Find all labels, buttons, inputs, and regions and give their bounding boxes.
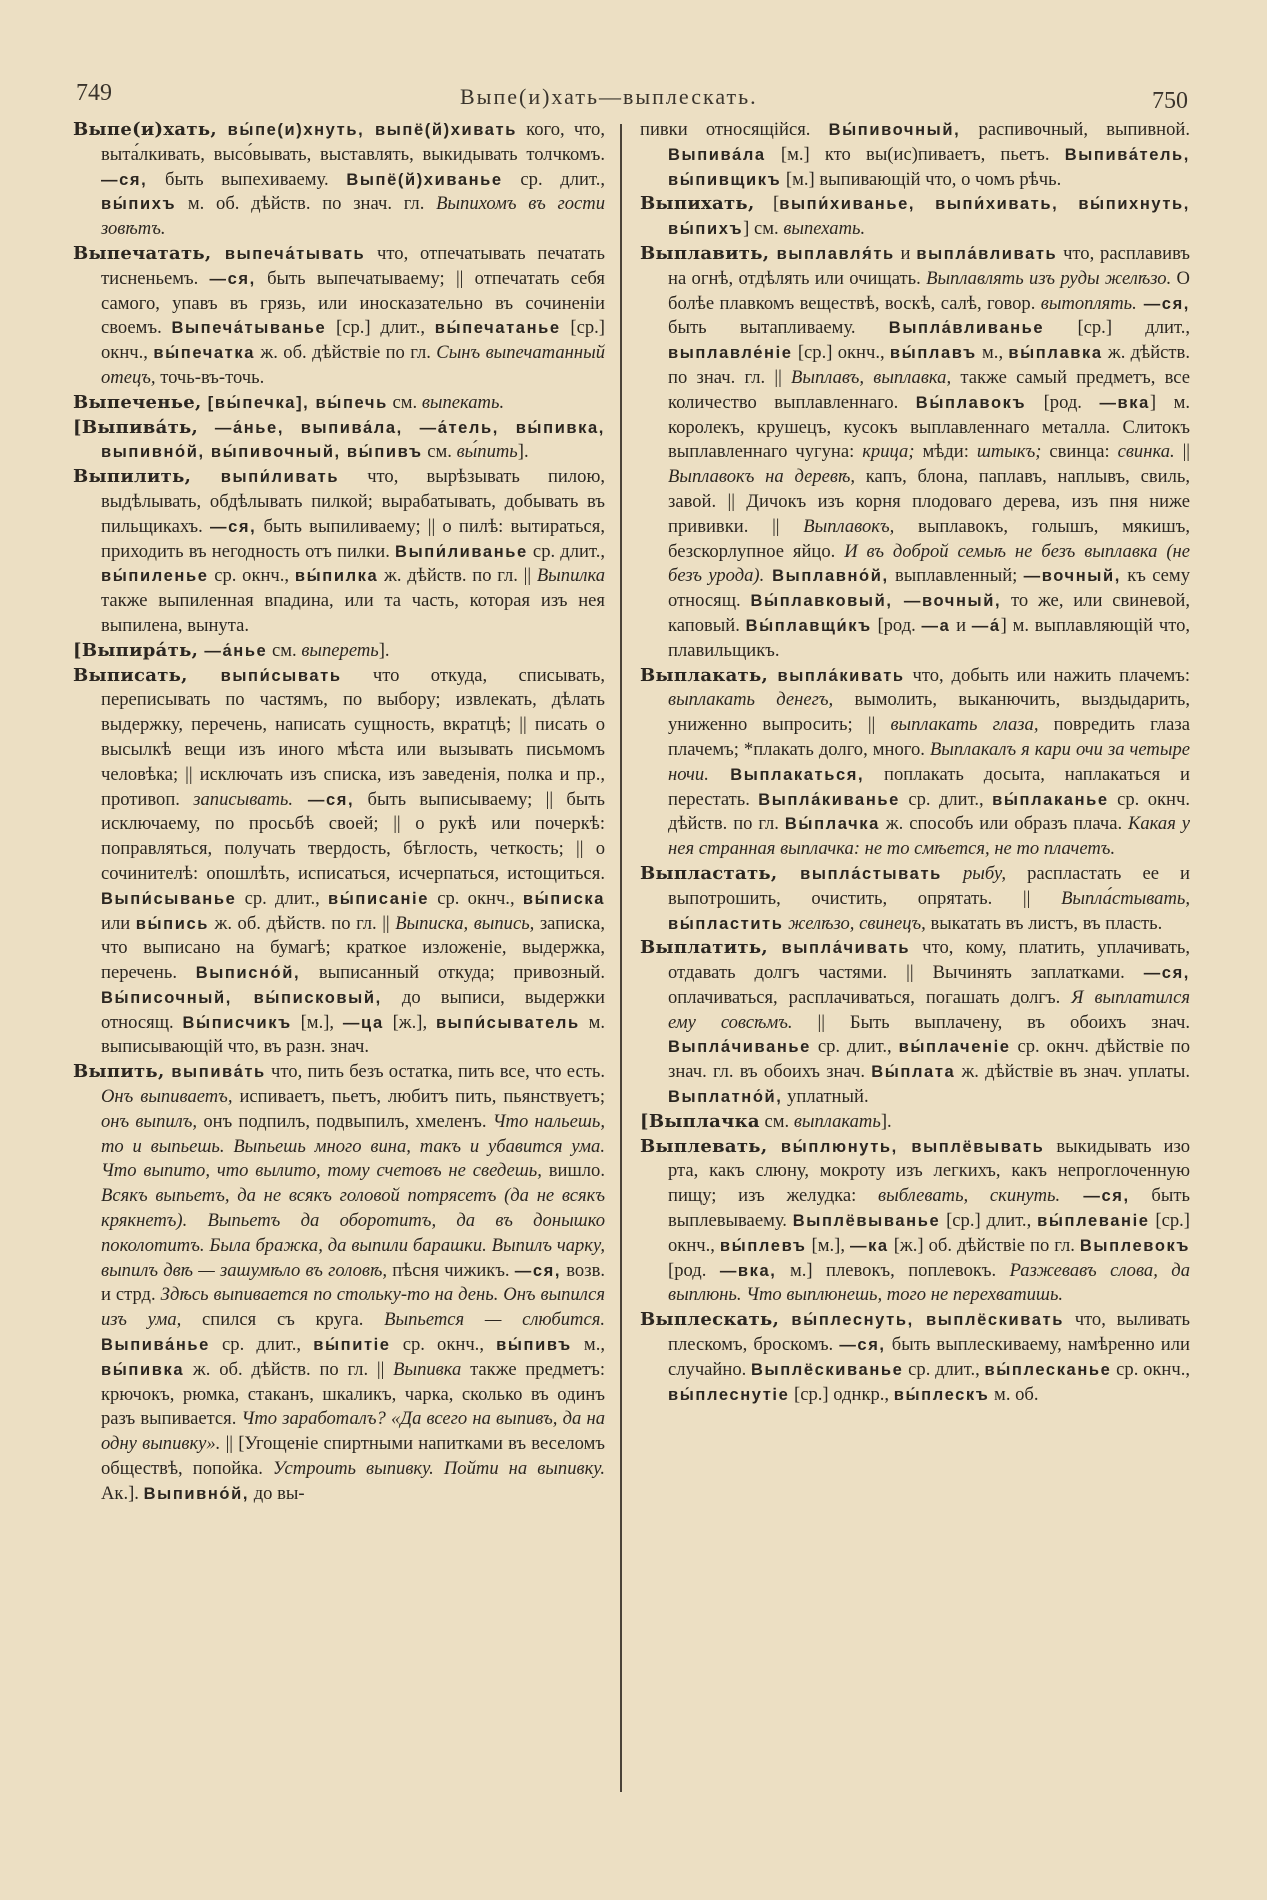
italic-example: записывать.: [193, 788, 294, 810]
definition-text: ср. окнч.,: [1111, 1358, 1190, 1380]
definition-text: быть выписываему; || быть исключаему, по просьбѣ своей; || о рукѣ или почеркѣ: поправляться, получать твердость, бѣглость, четкость; || о сочинителѣ: опошлѣть, исписаться, исчерпаться, истощиться.: [101, 788, 605, 884]
left-column: [73, 118, 605, 1507]
definition-text: ].: [378, 639, 390, 661]
word-form: —ся,: [209, 517, 257, 536]
word-form: вы́плеваніе: [1037, 1212, 1150, 1231]
definition-text: кого, что, выта́лкивать, высо́вывать, выставлять, выкидывать толчкомъ.: [101, 119, 605, 165]
word-form: вы́пивъ: [496, 1336, 572, 1355]
word-form: выпива́ть: [164, 1063, 266, 1082]
definition-text: м. об.: [989, 1383, 1039, 1405]
definition-text: ж. дѣйств. по знач. гл. ||: [668, 342, 1190, 388]
word-form: Выплавно́й,: [764, 567, 889, 586]
definition-text: онъ подпилъ, подвыпилъ, хмеленъ.: [197, 1110, 493, 1132]
running-title: Выпе(и)хать—выплескать.: [460, 84, 758, 109]
definition-text: ср. окнч.,: [429, 887, 523, 909]
word-form: вы́плесканье: [984, 1360, 1112, 1379]
dictionary-entry: [73, 391, 605, 416]
definition-text: что, пить безъ остатка, пить все, что есть.: [265, 1061, 606, 1083]
definition-text: ] м. выплавляющій что, плавильщикъ.: [668, 614, 1191, 661]
definition-text: ср. длит.,: [502, 168, 605, 190]
definition-text: [м.] выпивающій что, о чомъ рѣчь.: [781, 168, 1062, 190]
definition-text: || [Угощеніе спиртными напитками въ веселомъ обществѣ, попойка.: [101, 1433, 606, 1480]
word-form: —вка,: [719, 1261, 777, 1280]
italic-example: Выпивка: [393, 1358, 462, 1380]
word-form: —ся,: [209, 269, 256, 288]
definition-text: свинца:: [1041, 441, 1118, 463]
word-form: Выпла́вливанье: [888, 319, 1045, 338]
dictionary-entry: [640, 1135, 1190, 1309]
definition-text: что, кому, платить, уплачивать, отдавать долгъ частями. || Вычинять заплатками.: [668, 937, 1190, 984]
definition-text: быть выпиливаему; || о пилѣ: вытираться, приходить въ негодность отъ пилки.: [101, 515, 605, 562]
word-form: Выплакаться,: [708, 765, 865, 784]
word-form: вы́пилка: [294, 567, 379, 586]
word-form: —ся,: [1143, 964, 1190, 983]
definition-text: ж. об. дѣйств. по гл. ||: [208, 912, 396, 934]
word-form: —вка: [1099, 393, 1150, 412]
definition-text: ж. дѣйств. по гл. ||: [378, 565, 537, 587]
definition-text: м.,: [571, 1334, 605, 1356]
headword: Выплевать,: [640, 1135, 768, 1157]
headword: Выпе(и)хать,: [73, 119, 217, 140]
italic-example: Выплавлять изъ руды желѣзо.: [926, 267, 1172, 289]
definition-text: что, вырѣзывать пилою, выдѣлывать, обдѣлывать пилкой; вырабатывать, добывать въ пильщикахъ.: [101, 466, 605, 537]
italic-example: Устроить выпивку. Пойти на выпивку.: [272, 1458, 605, 1480]
definition-text: ср. длит.,: [209, 1334, 314, 1356]
headword: Выпластать,: [640, 862, 778, 884]
definition-text: [ср.] окнч.,: [668, 1210, 1190, 1256]
definition-text: ] м. королекъ, крушецъ, кусокъ выплавленнаго металла. Слитокъ выплавленнаго чугуна:: [668, 391, 1190, 463]
definition-text: выписанный откуда; привозный.: [300, 962, 606, 984]
definition-text: [942, 863, 963, 884]
dictionary-entry: [640, 242, 1190, 664]
word-form: выпеча́тывать: [211, 244, 366, 263]
dictionary-entry: [640, 118, 1190, 192]
definition-text: мѣди:: [914, 441, 977, 463]
definition-text: выплавокъ, голышъ, мякишъ, безскорлупное яйцо.: [668, 515, 1190, 562]
definition-text: ж. способъ или образъ плача.: [879, 813, 1129, 835]
word-form: вы́пиленье: [101, 567, 209, 586]
definition-text: м.,: [976, 342, 1009, 364]
word-form: вы́плюнуть, выплёвывать: [767, 1137, 1045, 1156]
definition-text: [ж.] об. дѣйствіе по гл.: [888, 1234, 1080, 1256]
word-form: вы́плавка: [1008, 344, 1103, 363]
definition-text: быть выплескиваему, намѣренно или случайно.: [668, 1334, 1190, 1380]
definition-text: выкатать въ листъ, въ пласть.: [925, 912, 1163, 934]
column-divider: [620, 124, 622, 1792]
definition-text: [ж.],: [383, 1011, 436, 1033]
italic-example: Выпихомъ въ гости зовѣтъ.: [101, 193, 605, 240]
dictionary-entry: [640, 862, 1190, 936]
italic-example: Всякъ выпьетъ, да не всякъ головой потрясетъ (да не всякъ крякнетъ). Выпьетъ да оборотитъ, да въ донышко поколотитъ. Была бражка, да выпили барашки. Выпилъ чарку, выпилъ двѣ — зашумѣло въ головѣ,: [101, 1185, 605, 1281]
word-form: Вы́плата: [871, 1063, 956, 1082]
italic-example: выблевать, скинуть.: [878, 1185, 1061, 1207]
word-form: вы́пе(и)хнуть, выпё(й)хивать: [216, 121, 517, 139]
word-form: вы́писаніе: [327, 889, 430, 908]
definition-text: что, отпечатывать печатать тисненьемъ.: [101, 242, 605, 289]
definition-text: что, расплавивъ на огнѣ, отдѣлять или очищать.: [668, 242, 1191, 289]
definition-text: [ср.] длит.,: [1044, 317, 1190, 339]
definition-text: также предметъ: крючокъ, рюмка, стаканъ, шкаликъ, чарка, сколько въ одинъ разъ выпивается.: [101, 1358, 605, 1430]
definition-text: ср. длит.,: [236, 887, 328, 909]
word-form: выпла́вливать: [916, 244, 1058, 263]
definition-text: [м.],: [291, 1011, 343, 1033]
dictionary-entry: [640, 1110, 1190, 1135]
definition-text: [м.] кто вы(ис)пиваетъ, пьетъ.: [765, 143, 1065, 165]
word-form: вы́плеснуть, выплёскивать: [779, 1311, 1064, 1330]
definition-text: м. об. дѣйств. по знач. гл.: [176, 193, 437, 215]
definition-text: см.: [387, 391, 422, 413]
definition-text: также выпиленная впадина, или та часть, которая изъ нея выпилена, вынута.: [101, 590, 605, 636]
word-form: выплавле́ніе: [668, 344, 793, 363]
italic-example: желѣзо, свинецъ,: [788, 912, 926, 934]
definition-text: распивочный, выпивной.: [960, 119, 1190, 140]
word-form: выплавля́ть: [769, 244, 895, 263]
italic-example: Выплакалъ я кари очи за четыре ночи.: [668, 738, 1190, 785]
dictionary-entry: [73, 639, 605, 664]
word-form: вы́пивка: [101, 1360, 185, 1379]
headword: Выписать,: [73, 664, 188, 686]
definition-text: выкидывать изо рта, какъ слюну, мокроту изъ легкихъ, какъ непроглоченную пищу; изъ желудка:: [668, 1135, 1190, 1207]
italic-example: выплакать: [793, 1110, 881, 1132]
definition-text: м.] плевокъ, поплевокъ.: [776, 1259, 1010, 1281]
italic-example: онъ выпилъ,: [101, 1110, 198, 1132]
word-form: Вы́писочный, вы́писковый,: [101, 988, 382, 1007]
definition-text: или: [101, 912, 136, 934]
definition-text: см.: [267, 639, 302, 661]
word-form: Выплевокъ: [1079, 1236, 1190, 1255]
dictionary-entry: [640, 664, 1190, 862]
definition-text: точь-въ-точь.: [155, 366, 265, 388]
definition-text: вымолить, выканючить, выздыдарить, униженно выпросить; ||: [668, 689, 1190, 736]
definition-text: [ср.] окнч.,: [792, 342, 890, 364]
word-form: вы́пихъ: [101, 195, 177, 214]
word-form: —ся,: [839, 1336, 886, 1355]
word-form: Вы́плачка: [784, 815, 880, 834]
word-form: Вы́писчикъ: [182, 1013, 292, 1032]
definition-text: ср. окнч. дѣйствіе по знач. гл. въ обоихъ знач.: [668, 1036, 1191, 1083]
definition-text: пѣсня чижикъ.: [387, 1259, 515, 1281]
word-form: вы́пись: [135, 914, 209, 933]
italic-example: выпереть: [301, 639, 379, 661]
italic-example: Выплавокъ на деревѣ,: [668, 466, 855, 488]
italic-example: Что заработалъ? «Да всего на выпивъ, да на одну выпивку».: [101, 1408, 605, 1455]
definition-text: пивки относящійся.: [640, 119, 829, 140]
definition-text: ||: [1174, 441, 1191, 463]
word-form: Вы́пивочный,: [828, 121, 961, 139]
definition-text: быть выплевываему.: [668, 1185, 1190, 1232]
headword: Выплакать,: [640, 664, 769, 686]
italic-example: штыкъ;: [976, 441, 1042, 463]
definition-text: до выписи, выдержки относящ.: [101, 986, 606, 1033]
word-form: вы́писка: [522, 889, 605, 908]
word-form: Выплатно́й,: [668, 1088, 783, 1107]
word-form: вы́плевъ: [719, 1236, 807, 1255]
definition-text: ].: [517, 441, 529, 463]
definition-text: [м.],: [806, 1234, 850, 1256]
right-column: [640, 118, 1190, 1407]
definition-text: ср. длит.,: [527, 540, 606, 562]
word-form: выпи́сывать: [187, 666, 342, 685]
headword: Выпилить,: [73, 466, 192, 488]
definition-text: быть вытапливаему.: [668, 317, 889, 339]
word-form: Выпива́нье: [101, 1336, 210, 1355]
headword: Выплескать,: [640, 1309, 780, 1331]
word-form: вы́плавъ: [889, 344, 977, 363]
italic-example: выпекать.: [421, 391, 505, 413]
definition-text: также самый предметъ, все количество выплавленнаго.: [668, 366, 1190, 413]
definition-text: что, выливать плескомъ, броскомъ.: [668, 1309, 1190, 1356]
definition-text: [род.: [871, 614, 922, 636]
italic-example: Выплавокъ,: [803, 515, 895, 537]
word-form: Выпива́ла: [668, 145, 766, 164]
definition-text: О болѣе плавкомъ веществѣ, воскѣ, салѣ, говор.: [668, 267, 1190, 314]
definition-text: ж. об. дѣйствіе по гл.: [254, 342, 437, 364]
definition-text: повредить глаза плачемъ; *плакать долго, много.: [668, 714, 1190, 760]
word-form: —ся,: [293, 790, 355, 809]
italic-example: выплакать глаза,: [890, 714, 1039, 736]
definition-text: ср. окнч.,: [208, 565, 295, 587]
definition-text: ср. окнч. дѣйств. по гл.: [668, 788, 1191, 835]
word-form: Вы́плавокъ: [915, 393, 1027, 412]
italic-example: вы́пить: [456, 441, 518, 463]
italic-example: Выплавъ, выплавка,: [791, 366, 952, 388]
word-form: вы́печатка: [153, 344, 255, 363]
definition-text: [ср.] длит.,: [326, 317, 435, 339]
definition-text: || Быть выплачену, въ обоихъ знач.: [792, 1011, 1190, 1033]
definition-text: уплатный.: [782, 1086, 869, 1108]
word-form: вы́плескъ: [893, 1385, 990, 1404]
word-form: —а́нье, выпива́ла, —а́тель, вы́пивка, выпивно́й, вы́пивочный, вы́пивъ: [101, 418, 605, 462]
headword: [Выплачка: [640, 1110, 760, 1132]
definition-text: ср. длит.,: [903, 1358, 985, 1380]
dictionary-entry: [73, 242, 605, 391]
word-form: —ся,: [1060, 1187, 1130, 1206]
italic-example: Онъ выпиваетъ,: [101, 1086, 233, 1108]
italic-example: Что нальешь, то и выпьешь. Выпьешь много вина, такъ и убавится ума. Что выпито, что вылито, тому счетовъ не сведешь,: [101, 1110, 605, 1182]
italic-example: Сынъ выпечатанный отецъ,: [101, 342, 606, 388]
headword: Выпеченье,: [73, 391, 202, 413]
word-form: Выпё(й)хиванье: [346, 170, 503, 189]
word-form: Выпла́киванье: [758, 790, 900, 809]
definition-text: м. выписывающій что, въ разн. знач.: [101, 1011, 605, 1058]
definition-text: ср. окнч.,: [390, 1334, 497, 1356]
definition-text: записка, что выписано на бумагѣ; краткое изложеніе, выдержка, перечень.: [101, 912, 605, 984]
dictionary-entry: [73, 118, 605, 242]
word-form: вы́питіе: [313, 1336, 391, 1355]
definition-text: оплачиваться, расплачиваться, погашать долгъ.: [668, 986, 1072, 1008]
word-form: Выпи́сыванье: [101, 889, 237, 908]
word-form: Вы́плавковый, —вочный,: [750, 592, 1002, 611]
dictionary-entry: [73, 664, 605, 1061]
definition-text: быть выпехиваему.: [147, 168, 347, 190]
headword: Выпить,: [73, 1061, 165, 1083]
headword: [Выпива́ть,: [73, 416, 199, 438]
definition-text: ж. об. дѣйств. по гл. ||: [184, 1358, 394, 1380]
italic-example: рыбу,: [963, 862, 1006, 884]
word-form: —а: [921, 616, 951, 635]
word-form: Выпивно́й,: [143, 1484, 250, 1503]
word-form: выпи́ливать: [191, 468, 340, 487]
definition-text: капъ, блона, паплавъ, наплывъ, свиль, завой. || Дичокъ изъ корня плодоваго дерева, изъ пня ниже прививки. ||: [668, 466, 1190, 537]
word-form: Выплёвыванье: [792, 1212, 941, 1231]
word-form: выпи́хиванье, выпи́хивать, вы́пихнуть, вы́пихъ: [668, 195, 1190, 239]
headword: Выпечатать,: [73, 242, 212, 264]
headword: Выплатить,: [640, 937, 768, 959]
definition-text: и: [894, 242, 917, 264]
definition-text: возв. и стрд.: [101, 1259, 605, 1306]
word-form: выпла́стывать: [777, 864, 942, 883]
dictionary-entry: [73, 1060, 605, 1506]
word-form: —а́: [971, 616, 1001, 635]
definition-text: [: [754, 193, 780, 215]
definition-text: [ср.] однкр.,: [789, 1383, 894, 1405]
word-form: —а́нье: [198, 641, 268, 660]
word-form: —ся,: [101, 170, 148, 189]
dictionary-entry: [640, 936, 1190, 1110]
italic-example: свинка.: [1117, 441, 1175, 463]
definition-text: ж. дѣйствіе въ знач. уплаты.: [955, 1061, 1190, 1083]
word-form: вы́плаканье: [992, 790, 1109, 809]
definition-text: и: [950, 614, 972, 636]
definition-text: [род.: [1026, 391, 1100, 413]
word-form: Выплёскиванье: [751, 1360, 904, 1379]
headword: [Выпира́ть,: [73, 639, 199, 661]
word-form: —ца: [342, 1013, 384, 1032]
definition-text: ср. длит.,: [810, 1036, 899, 1058]
word-form: [вы́печка], вы́печь: [201, 393, 388, 412]
word-form: Выпи́ливанье: [395, 542, 528, 561]
definition-text: Ак.].: [101, 1482, 144, 1504]
italic-example: Здѣсь выпивается по стольку-то на день. Онъ выпился изъ ума,: [101, 1284, 606, 1331]
definition-text: что, добыть или нажить плачемъ:: [904, 664, 1190, 686]
definition-text: до вы-: [249, 1482, 305, 1504]
word-form: выпла́кивать: [768, 666, 905, 685]
definition-text: [род.: [668, 1259, 720, 1281]
definition-text: поплакать досыта, наплакаться и перестать.: [668, 763, 1190, 810]
word-form: —ка: [849, 1236, 889, 1255]
word-form: Выпеча́тыванье: [171, 319, 327, 338]
italic-example: Выпьется — слюбится.: [384, 1309, 606, 1331]
headword: Выпихать,: [640, 193, 755, 215]
word-form: Выписно́й,: [195, 964, 301, 983]
definition-text: быть выпечатываему; || отпечатать себя самого, упавъ въ грязь, или иносказательно въ сочиненіи своемъ.: [101, 267, 605, 339]
word-form: вы́плаченіе: [898, 1038, 1011, 1057]
definition-text: спился съ круга.: [181, 1309, 385, 1331]
italic-example: вытоплять.: [1040, 292, 1137, 314]
definition-text: ср. длит.,: [899, 788, 993, 810]
word-form: —ся,: [514, 1261, 562, 1280]
headword: Выплавить,: [640, 242, 770, 264]
word-form: Вы́плавщи́къ: [745, 616, 872, 635]
dictionary-entry: [73, 465, 605, 639]
definition-text: ] см.: [743, 218, 784, 240]
word-form: —ся,: [1136, 294, 1190, 313]
word-form: Выпла́чиванье: [668, 1038, 811, 1057]
italic-example: Выпла́стывать,: [1061, 887, 1190, 909]
word-form: Выпива́тель, вы́пивщикъ: [668, 145, 1190, 189]
word-form: —вочный,: [1023, 567, 1121, 586]
italic-example: Какая у нея странная выплачка: не то смѣется, не то плачетъ.: [668, 813, 1190, 860]
italic-example: Выписка, выпись,: [395, 912, 535, 934]
italic-example: выплакать денегъ,: [668, 689, 834, 711]
definition-text: ].: [880, 1110, 892, 1132]
definition-text: см.: [422, 441, 457, 463]
italic-example: крица;: [862, 441, 915, 463]
word-form: вы́плеснутіе: [668, 1385, 790, 1404]
word-form: вы́печатанье: [434, 319, 561, 338]
definition-text: см.: [759, 1110, 794, 1132]
dictionary-entry: [640, 192, 1190, 242]
dictionary-entry: [73, 416, 605, 466]
word-form: вы́пластить: [668, 914, 784, 933]
italic-example: Я выплатился ему совсѣмъ.: [668, 986, 1190, 1033]
definition-text: распластать ее и выпотрошить, очистить, опрятать. ||: [668, 862, 1191, 909]
dictionary-entry: [640, 1308, 1190, 1407]
italic-example: Выпилка: [536, 565, 606, 587]
word-form: выпи́сыватель: [435, 1013, 580, 1032]
definition-text: вишло.: [541, 1160, 605, 1182]
italic-example: Разжевавъ слова, да выплюнь. Что выплюнешь, того не перехватишь.: [668, 1259, 1191, 1306]
page-number-left: 749: [76, 80, 112, 106]
definition-text: то же, или свиневой, каповый.: [668, 590, 1191, 636]
definition-text: къ сему относящ.: [668, 565, 1190, 612]
definition-text: выплавленный;: [888, 565, 1024, 587]
italic-example: выпехать.: [783, 218, 866, 240]
italic-example: И въ доброй семьѣ не безъ выплавка (не безъ урода).: [668, 540, 1190, 587]
definition-text: испиваетъ, пьетъ, любитъ пить, пьянствуетъ;: [232, 1086, 605, 1108]
definition-text: [ср.] окнч.,: [101, 317, 605, 364]
definition-text: [ср.] длит.,: [940, 1210, 1038, 1232]
definition-text: что откуда, списывать, переписывать по частямъ, по выбору; извлекать, дѣлать выдержку, перечень, написать сущность, вкратцѣ; || писать о высылкѣ вещи изъ иного мѣста или вызывать письмомъ человѣка; || исключать изъ списка, изъ заведенія, полка и пр., противоп.: [101, 664, 605, 810]
page-number-right: 750: [1152, 88, 1188, 114]
word-form: выпла́чивать: [767, 939, 911, 958]
